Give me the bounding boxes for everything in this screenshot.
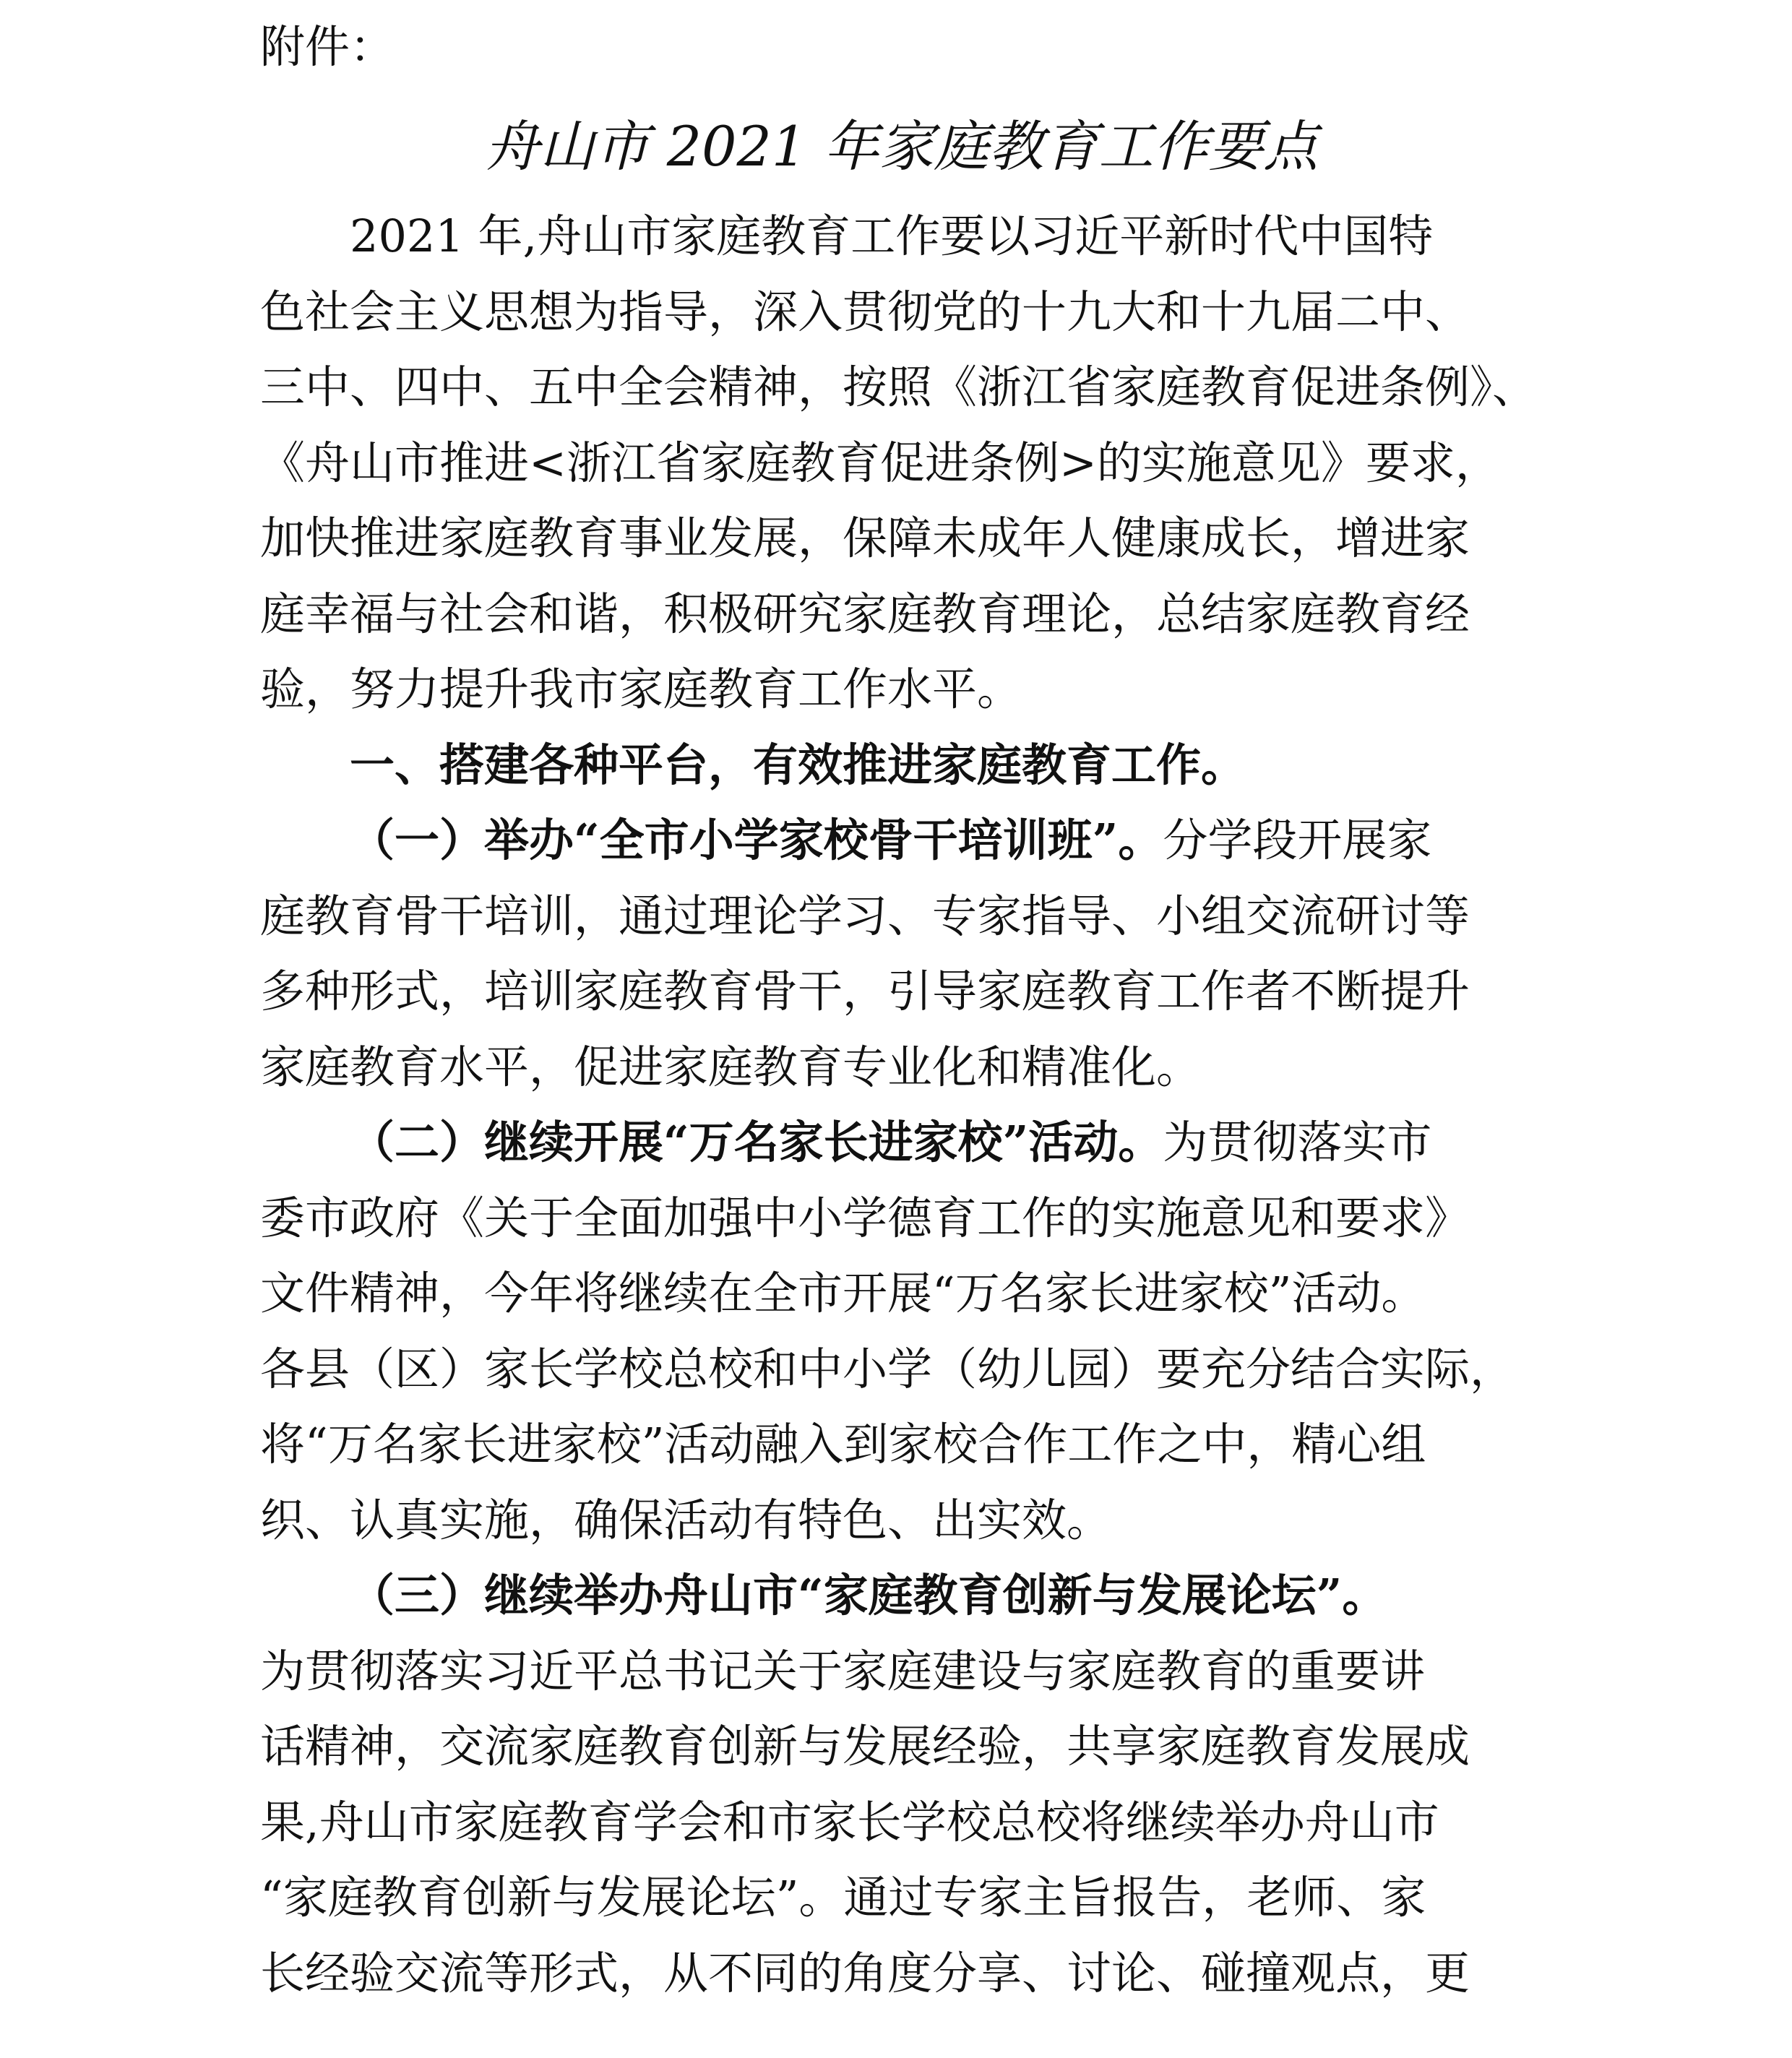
body-text: 庭教育骨干培训，通过理论学习、专家指导、小组交流研讨等 bbox=[260, 889, 1470, 942]
body-text: 验，努力提升我市家庭教育工作水平。 bbox=[260, 663, 1022, 715]
body-line bbox=[260, 577, 1543, 653]
body-text: 为贯彻落实习近平总书记关于家庭建设与家庭教育的重要讲 bbox=[260, 1644, 1426, 1697]
body-text: 果,舟山市家庭教育学会和市家长学校总校将继续举办舟山市 bbox=[260, 1795, 1439, 1848]
attachment-label: 附件： bbox=[260, 20, 395, 73]
body-text: 将“万名家长进家校”活动融入到家校合作工作之中，精心组 bbox=[260, 1418, 1426, 1471]
body-line bbox=[260, 728, 1543, 804]
body-text: 多种形式，培训家庭教育骨干，引导家庭教育工作者不断提升 bbox=[260, 965, 1470, 1017]
body-text: 《舟山市推进<浙江省家庭教育促进条例>的实施意见》要求， bbox=[260, 436, 1500, 489]
body-line bbox=[260, 1407, 1543, 1483]
body-text: 色社会主义思想为指导，深入贯彻党的十九大和十九届二中、 bbox=[260, 285, 1470, 338]
body-text: 2021 年,舟山市家庭教育工作要以习近平新时代中国特 bbox=[350, 210, 1434, 262]
body-line bbox=[260, 954, 1543, 1030]
body-text: 各县（区）家长学校总校和中小学（幼儿园）要充分结合实际， bbox=[260, 1342, 1515, 1395]
body-line bbox=[260, 1860, 1543, 1936]
document-title: 舟山市 2021 年家庭教育工作要点 bbox=[484, 114, 1319, 178]
body-line bbox=[260, 1558, 1543, 1634]
body-line bbox=[260, 1105, 1543, 1181]
body-line bbox=[260, 1709, 1543, 1785]
bold-heading-text: （二）继续开展“万名家长进家校”活动。 bbox=[350, 1116, 1163, 1168]
body-line bbox=[260, 275, 1543, 350]
bold-heading-text: 一、搭建各种平台，有效推进家庭教育工作。 bbox=[350, 738, 1246, 791]
body-text: 话精神，交流家庭教育创新与发展经验，共享家庭教育发展成 bbox=[260, 1720, 1470, 1773]
body-line bbox=[260, 501, 1543, 577]
body-text: 三中、四中、五中全会精神，按照《浙江省家庭教育促进条例》、 bbox=[260, 361, 1538, 413]
body-text: 长经验交流等形式，从不同的角度分享、讨论、碰撞观点，更 bbox=[260, 1946, 1470, 1999]
body-line bbox=[260, 426, 1543, 501]
body-line bbox=[260, 1785, 1543, 1861]
body-text: “家庭教育创新与发展论坛”。通过专家主旨报告，老师、家 bbox=[260, 1871, 1426, 1924]
body-text: 加快推进家庭教育事业发展，保障未成年人健康成长，增进家 bbox=[260, 512, 1470, 564]
body-line bbox=[260, 879, 1543, 955]
body-line bbox=[260, 1483, 1543, 1559]
body-line bbox=[260, 199, 1543, 275]
document-page bbox=[260, 0, 1543, 2011]
body-line bbox=[260, 1181, 1543, 1257]
bold-heading-text: （一）举办“全市小学家校骨干培训班”。 bbox=[350, 814, 1163, 866]
body-text: 家庭教育水平，促进家庭教育专业化和精准化。 bbox=[260, 1040, 1202, 1093]
body-line bbox=[260, 1332, 1543, 1408]
body-text: 文件精神，今年将继续在全市开展“万名家长进家校”活动。 bbox=[260, 1267, 1426, 1319]
body-line bbox=[260, 652, 1543, 728]
body-text: 分学段开展家 bbox=[1163, 814, 1432, 866]
body-line bbox=[260, 1256, 1543, 1332]
body-line bbox=[260, 350, 1543, 426]
body-text: 庭幸福与社会和谐，积极研究家庭教育理论，总结家庭教育经 bbox=[260, 587, 1470, 640]
body-text: 织、认真实施，确保活动有特色、出实效。 bbox=[260, 1493, 1112, 1546]
body-line bbox=[260, 1634, 1543, 1710]
body-text: 为贯彻落实市 bbox=[1163, 1116, 1432, 1168]
document-body bbox=[260, 199, 1543, 2011]
bold-heading-text: （三）继续举办舟山市“家庭教育创新与发展论坛”。 bbox=[350, 1569, 1387, 1622]
body-text: 委市政府《关于全面加强中小学德育工作的实施意见和要求》 bbox=[260, 1191, 1470, 1244]
body-line bbox=[260, 1936, 1543, 2012]
body-line bbox=[260, 1030, 1543, 1106]
body-line bbox=[260, 803, 1543, 879]
